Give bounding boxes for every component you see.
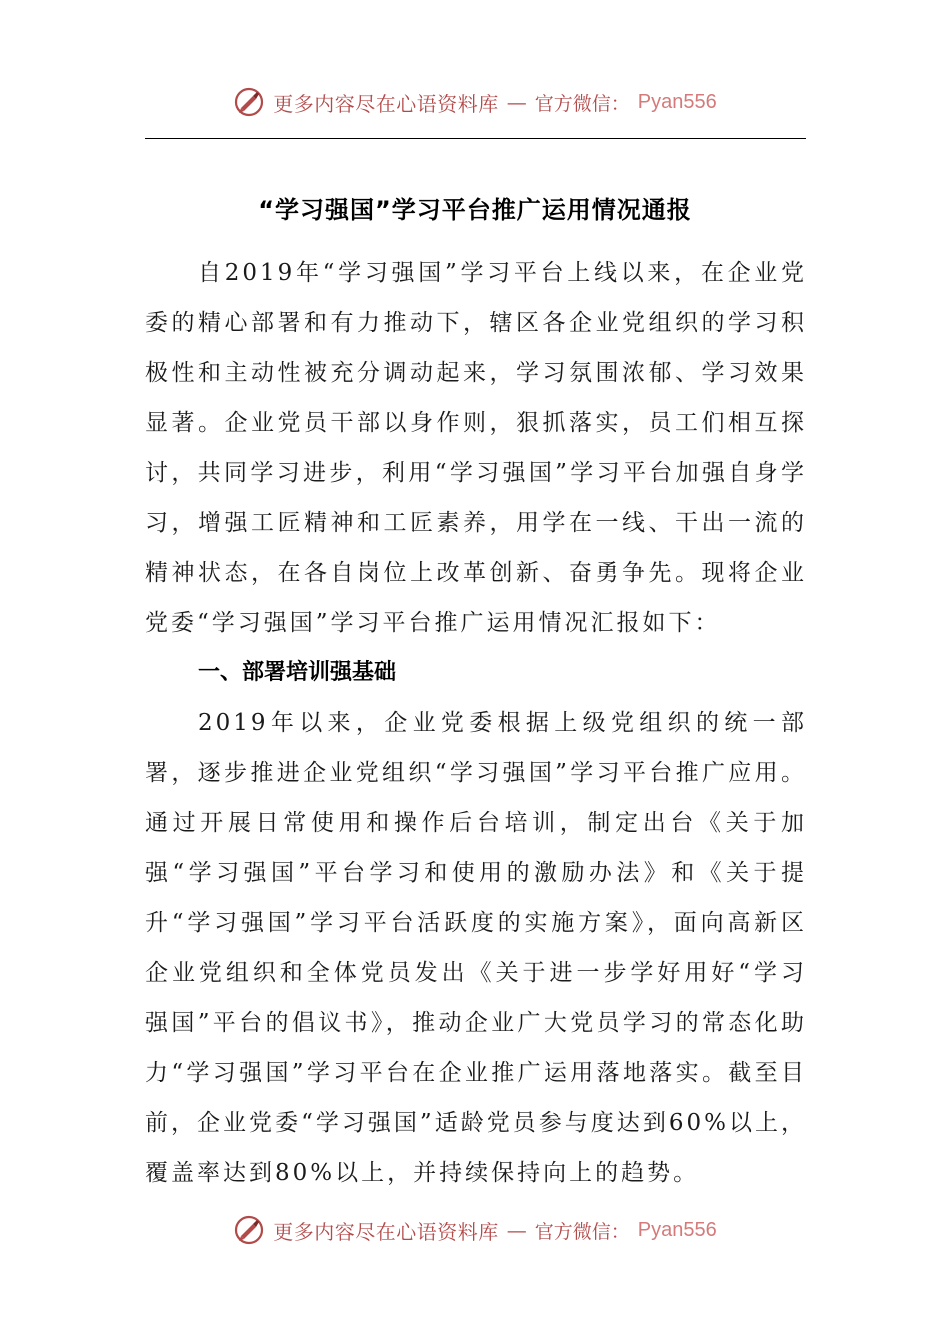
- footer-banner: [0, 1210, 950, 1250]
- section-paragraph-1: 2019年以来，企业党委根据上级党组织的统一部署，逐步推进企业党组织“学习强国”学习平台推广应用。通过开展日常使用和操作后台培训，制定出台《关于加强“学习强国”平台学习和使用的激励办法》和《关于提升“学习强国”学习平台活跃度的实施方案》，面向高新区企业党组织和全体党员发出《关于进一步学好用好“学习强国”平台的倡议书》，推动企业广大党员学习的常态化助力“学习强国”学习平台在企业推广运用落地落实。截至目前，企业党委“学习强国”适龄党员参与度达到60%以上，覆盖率达到80%以上，并持续保持向上的趋势。: [145, 710, 807, 1186]
- header-divider: [145, 138, 806, 139]
- footer-wechat-id: Pyan556: [637, 1218, 717, 1241]
- header-banner-separator: —: [506, 90, 527, 114]
- pen-logo-icon: [233, 1214, 265, 1246]
- footer-banner-separator: —: [506, 1218, 527, 1242]
- document-title: “学习强国”学习平台推广运用情况通报: [258, 196, 692, 225]
- pen-logo-icon: [233, 86, 265, 118]
- header-banner-text: 更多内容尽在心语资料库: [273, 91, 499, 116]
- document-body: [145, 248, 807, 1198]
- section-heading-1: 一、部署培训强基础: [198, 660, 397, 685]
- header-wechat-label: 官方微信：: [534, 92, 630, 115]
- footer-banner-text: 更多内容尽在心语资料库: [273, 1219, 499, 1244]
- header-wechat-id: Pyan556: [637, 90, 717, 113]
- header-banner: [0, 82, 950, 122]
- intro-paragraph: 自2019年“学习强国”学习平台上线以来，在企业党委的精心部署和有力推动下，辖区各企业党组织的学习积极性和主动性被充分调动起来，学习氛围浓郁、学习效果显著。企业党员干部以身作则，狠抓落实，员工们相互探讨，共同学习进步，利用“学习强国”学习平台加强自身学习，增强工匠精神和工匠素养，用学在一线、干出一流的精神状态，在各自岗位上改革创新、奋勇争先。现将企业党委“学习强国”学习平台推广运用情况汇报如下：: [145, 260, 807, 636]
- footer-wechat-label: 官方微信：: [534, 1220, 630, 1243]
